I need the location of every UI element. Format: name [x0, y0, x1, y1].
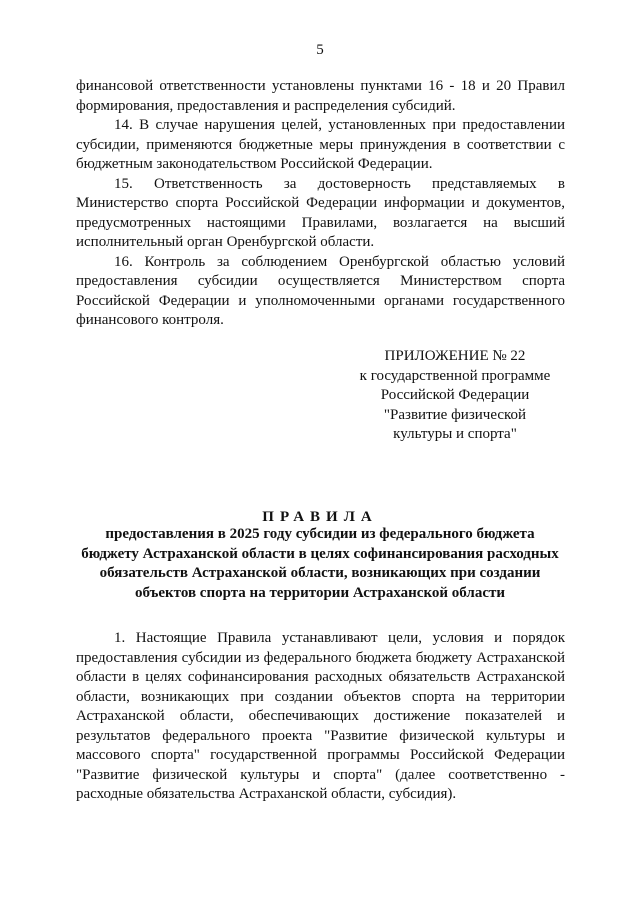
appendix-number: ПРИЛОЖЕНИЕ № 22: [384, 348, 526, 364]
appendix-line: Российской Федерации: [380, 387, 530, 403]
paragraph-1: 1. Настоящие Правила устанавливают цели, условия и порядок предоставления субсидии из федерального бюджета бюджету Астраханской области в целях софинансирования расходных обязательств Астраханской области, возникающих при создании объектов спорта на территории Астраханской области, обеспечивающих достижение показателей и результатов федерального проекта "Развитие физической культуры и массового спорта" государственной программы Российской Федерации "Развитие физической культуры и спорта" (далее соответственно - расходные обязательства Астраханской области, субсидия).: [76, 630, 565, 802]
page-number: 5: [316, 42, 324, 58]
bottom-text-block: [76, 629, 565, 805]
subtitle-line: предоставления в 2025 году субсидии из федерального бюджета: [105, 526, 535, 542]
paragraph-continuation: финансовой ответственности установлены пунктами 16 - 18 и 20 Правил формирования, предоставления и распределения субсидий.: [76, 78, 565, 114]
subtitle-line: бюджету Астраханской области в целях софинансирования расходных: [81, 545, 559, 562]
paragraph-15: 15. Ответственность за достоверность представляемых в Министерство спорта Российской Федерации информации и документов, предусмотренных настоящими Правилами, возлагается на высший исполнительный орган Оренбургской области.: [76, 175, 565, 250]
rules-title: ПРАВИЛА: [262, 509, 378, 525]
appendix-line: к государственной программе: [359, 367, 551, 384]
paragraph-16: 16. Контроль за соблюдением Оренбургской областью условий предоставления субсидии осуществляется Министерством спорта Российской Федерации и уполномоченными органами государственного финансового контроля.: [76, 253, 565, 328]
appendix-heading: [330, 347, 580, 445]
subtitle-line: обязательств Астраханской области, возникающих при создании: [99, 565, 541, 581]
appendix-line: культуры и спорта": [393, 426, 517, 442]
subtitle-line: объектов спорта на территории Астраханской области: [134, 584, 506, 601]
rules-subtitle: [64, 525, 576, 603]
paragraph-14: 14. В случае нарушения целей, установленных при предоставлении субсидии, применяются бюджетные меры принуждения в соответствии с бюджетным законодательством Российской Федерации.: [76, 117, 565, 172]
appendix-line: "Развитие физической: [383, 406, 527, 423]
top-text-block: [76, 77, 565, 331]
